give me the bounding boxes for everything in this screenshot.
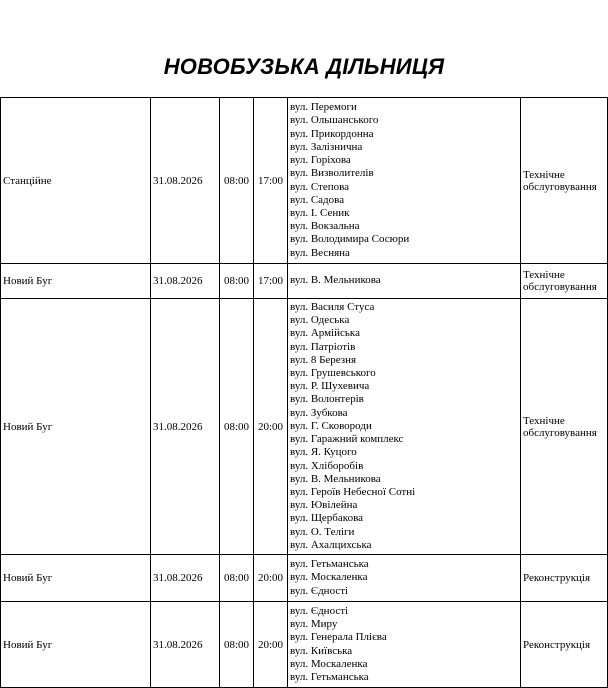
start-time-cell: 08:00: [220, 555, 254, 602]
location-cell: Новий Буг: [1, 602, 151, 688]
street-item: вул. Ювілейна: [290, 499, 358, 512]
outage-schedule-table: [0, 97, 608, 688]
end-time-cell: 20:00: [254, 602, 288, 688]
street-item: вул. Хліборобів: [290, 459, 364, 472]
location-cell: Новий Буг: [1, 264, 151, 299]
street-item: вул. Київська: [290, 644, 353, 657]
work-type-cell: Реконструкція: [521, 602, 608, 688]
table-row: [1, 98, 608, 264]
street-item: вул. Єдності: [290, 584, 349, 597]
street-item: вул. Грушевського: [290, 367, 376, 380]
table-body: [1, 98, 608, 688]
street-item: вул. Прикордонна: [290, 127, 374, 140]
date-cell: 31.08.2026: [151, 264, 220, 299]
start-time-cell: 08:00: [220, 264, 254, 299]
street-item: вул. Зубкова: [290, 406, 348, 419]
street-item: вул. Р. Шухевича: [290, 380, 370, 393]
street-item: вул. Миру: [290, 618, 338, 631]
date-cell: 31.08.2026: [151, 98, 220, 264]
end-time-cell: 20:00: [254, 299, 288, 555]
streets-cell: [288, 264, 521, 299]
table-row: [1, 555, 608, 602]
end-time-cell: 20:00: [254, 555, 288, 602]
street-item: вул. Степова: [290, 180, 350, 193]
street-item: вул. Москаленка: [290, 571, 368, 584]
street-item: вул. В. Мельникова: [290, 274, 381, 287]
page-title: НОВОБУЗЬКА ДІЛЬНИЦЯ: [163, 54, 445, 79]
location-cell: Станційне: [1, 98, 151, 264]
street-item: вул. Вокзальна: [290, 220, 360, 233]
street-item: вул. Г. Сковороди: [290, 419, 372, 432]
street-item: вул. Генерала Плієва: [290, 631, 387, 644]
work-type-cell: Технічне обслуговування: [521, 299, 608, 555]
street-item: вул. Садова: [290, 193, 345, 206]
street-item: вул. Армійська: [290, 327, 360, 340]
street-item: вул. Перемоги: [290, 101, 357, 114]
streets-cell: [288, 602, 521, 688]
street-item: вул. Володимира Сосюри: [290, 233, 410, 246]
table-row: [1, 602, 608, 688]
streets-cell: [288, 98, 521, 264]
start-time-cell: 08:00: [220, 299, 254, 555]
street-item: вул. Одеська: [290, 314, 350, 327]
work-type-cell: Технічне обслуговування: [521, 264, 608, 299]
street-item: вул. Гетьманська: [290, 670, 369, 683]
street-item: вул. В. Мельникова: [290, 472, 381, 485]
location-cell: Новий Буг: [1, 299, 151, 555]
street-item: вул. 8 Березня: [290, 353, 357, 366]
street-item: вул. Волонтерів: [290, 393, 364, 406]
work-type-cell: Реконструкція: [521, 555, 608, 602]
streets-cell: [288, 555, 521, 602]
street-item: вул. Гаражний комплекс: [290, 433, 404, 446]
start-time-cell: 08:00: [220, 602, 254, 688]
date-cell: 31.08.2026: [151, 555, 220, 602]
street-item: вул. Василя Стуса: [290, 301, 375, 314]
street-item: вул. О. Теліги: [290, 525, 355, 538]
table-row: [1, 264, 608, 299]
street-item: вул. Горіхова: [290, 154, 351, 167]
street-item: вул. Ольшанського: [290, 114, 379, 127]
table-row: [1, 299, 608, 555]
street-item: вул. Визволителів: [290, 167, 374, 180]
street-item: вул. Залізнична: [290, 140, 363, 153]
street-item: вул. Весняна: [290, 246, 350, 259]
street-item: вул. Щербакова: [290, 512, 363, 525]
street-item: вул. Ахалцихська: [290, 538, 372, 551]
street-item: вул. І. Сеник: [290, 206, 350, 219]
street-item: вул. Гетьманська: [290, 558, 369, 571]
street-item: вул. Москаленка: [290, 657, 368, 670]
street-item: вул. Героїв Небесної Сотні: [290, 485, 416, 498]
end-time-cell: 17:00: [254, 264, 288, 299]
work-type-cell: Технічне обслуговування: [521, 98, 608, 264]
date-cell: 31.08.2026: [151, 299, 220, 555]
street-item: вул. Я. Куцого: [290, 446, 357, 459]
end-time-cell: 17:00: [254, 98, 288, 264]
streets-cell: [288, 299, 521, 555]
location-cell: Новий Буг: [1, 555, 151, 602]
street-item: вул. Патріотів: [290, 340, 356, 353]
street-item: вул. Єдності: [290, 604, 349, 617]
start-time-cell: 08:00: [220, 98, 254, 264]
date-cell: 31.08.2026: [151, 602, 220, 688]
